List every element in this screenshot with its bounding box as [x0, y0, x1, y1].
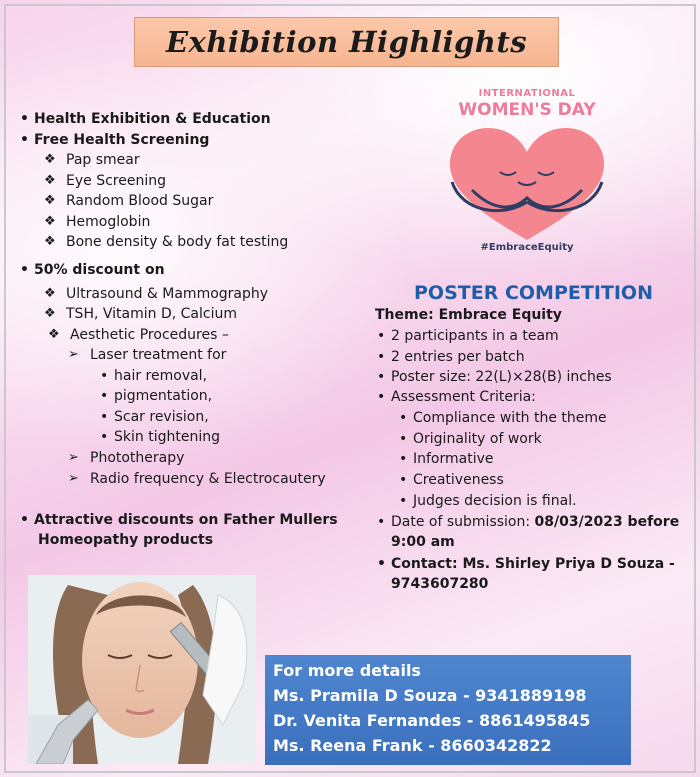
bullet-homeopathy: • Attractive discounts on Father Mullers [34, 511, 338, 529]
screening-item: ❖ Bone density & body fat testing [66, 233, 288, 251]
poster-bullet: • 2 participants in a team [391, 327, 559, 345]
submission-date-label: Date of submission: [391, 514, 535, 530]
criteria-item: • Compliance with the theme [413, 409, 607, 427]
submission-time: 9:00 am [391, 534, 455, 550]
iwd-line2: WOMEN'S DAY [458, 100, 596, 120]
treatment-illustration [28, 575, 256, 764]
poster-bullet: • 2 entries per batch [391, 348, 525, 366]
aesthetic-treatment-photo [28, 575, 256, 764]
screening-item: ❖ Eye Screening [66, 172, 166, 190]
poster-theme: Theme: Embrace Equity [375, 307, 562, 323]
screening-item: ❖ Pap smear [66, 151, 140, 169]
womens-day-graphic [442, 86, 612, 256]
criteria-item: • Informative [413, 450, 494, 468]
title-banner [134, 17, 559, 67]
criteria-item: • Judges decision is final. [413, 492, 577, 510]
bullet-homeopathy-line2: Homeopathy products [38, 532, 214, 548]
poster-competition-title: POSTER COMPETITION [414, 282, 653, 304]
discount-item: ❖ Ultrasound & Mammography [66, 285, 268, 303]
iwd-line1: INTERNATIONAL [478, 88, 576, 99]
screening-item: ❖ Hemoglobin [66, 213, 150, 231]
poster-bullet: • Assessment Criteria: [391, 388, 536, 406]
more-details-box [265, 655, 631, 765]
criteria-item: • Originality of work [413, 430, 542, 448]
screening-item: ❖ Random Blood Sugar [66, 192, 213, 210]
contact-line: Ms. Pramila D Souza - 9341889198 [273, 686, 587, 705]
submission-date [391, 513, 679, 531]
page-title: Exhibition Highlights [165, 25, 528, 59]
discount-item: ❖ Aesthetic Procedures – [70, 326, 229, 344]
discount-item: ❖ TSH, Vitamin D, Calcium [66, 305, 237, 323]
arrow-item: ➢ Phototherapy [90, 449, 184, 467]
poster-contact: • Contact: Ms. Shirley Priya D Souza - [391, 555, 675, 573]
bullet-health-exhibition: • Health Exhibition & Education [34, 110, 271, 128]
laser-item: • Scar revision, [114, 408, 209, 426]
laser-item: • Skin tightening [114, 428, 220, 446]
laser-treatment: ➢ Laser treatment for [90, 346, 226, 364]
contact-line: Ms. Reena Frank - 8660342822 [273, 736, 552, 755]
laser-item: • hair removal, [114, 367, 207, 385]
bullet-discount: • 50% discount on [34, 261, 165, 279]
iwd-hashtag: #EmbraceEquity [480, 242, 574, 253]
laser-item: • pigmentation, [114, 387, 212, 405]
poster-bullet: • Poster size: 22(L)×28(B) inches [391, 368, 612, 386]
poster-contact-phone: 9743607280 [391, 576, 489, 592]
details-heading: For more details [273, 661, 421, 680]
bullet-free-screening: • Free Health Screening [34, 131, 209, 149]
hugging-heart-icon [442, 122, 612, 252]
criteria-item: • Creativeness [413, 471, 504, 489]
contact-line: Dr. Venita Fernandes - 8861495845 [273, 711, 591, 730]
submission-date-value: 08/03/2023 before [534, 514, 680, 530]
arrow-item: ➢ Radio frequency & Electrocautery [90, 470, 326, 488]
